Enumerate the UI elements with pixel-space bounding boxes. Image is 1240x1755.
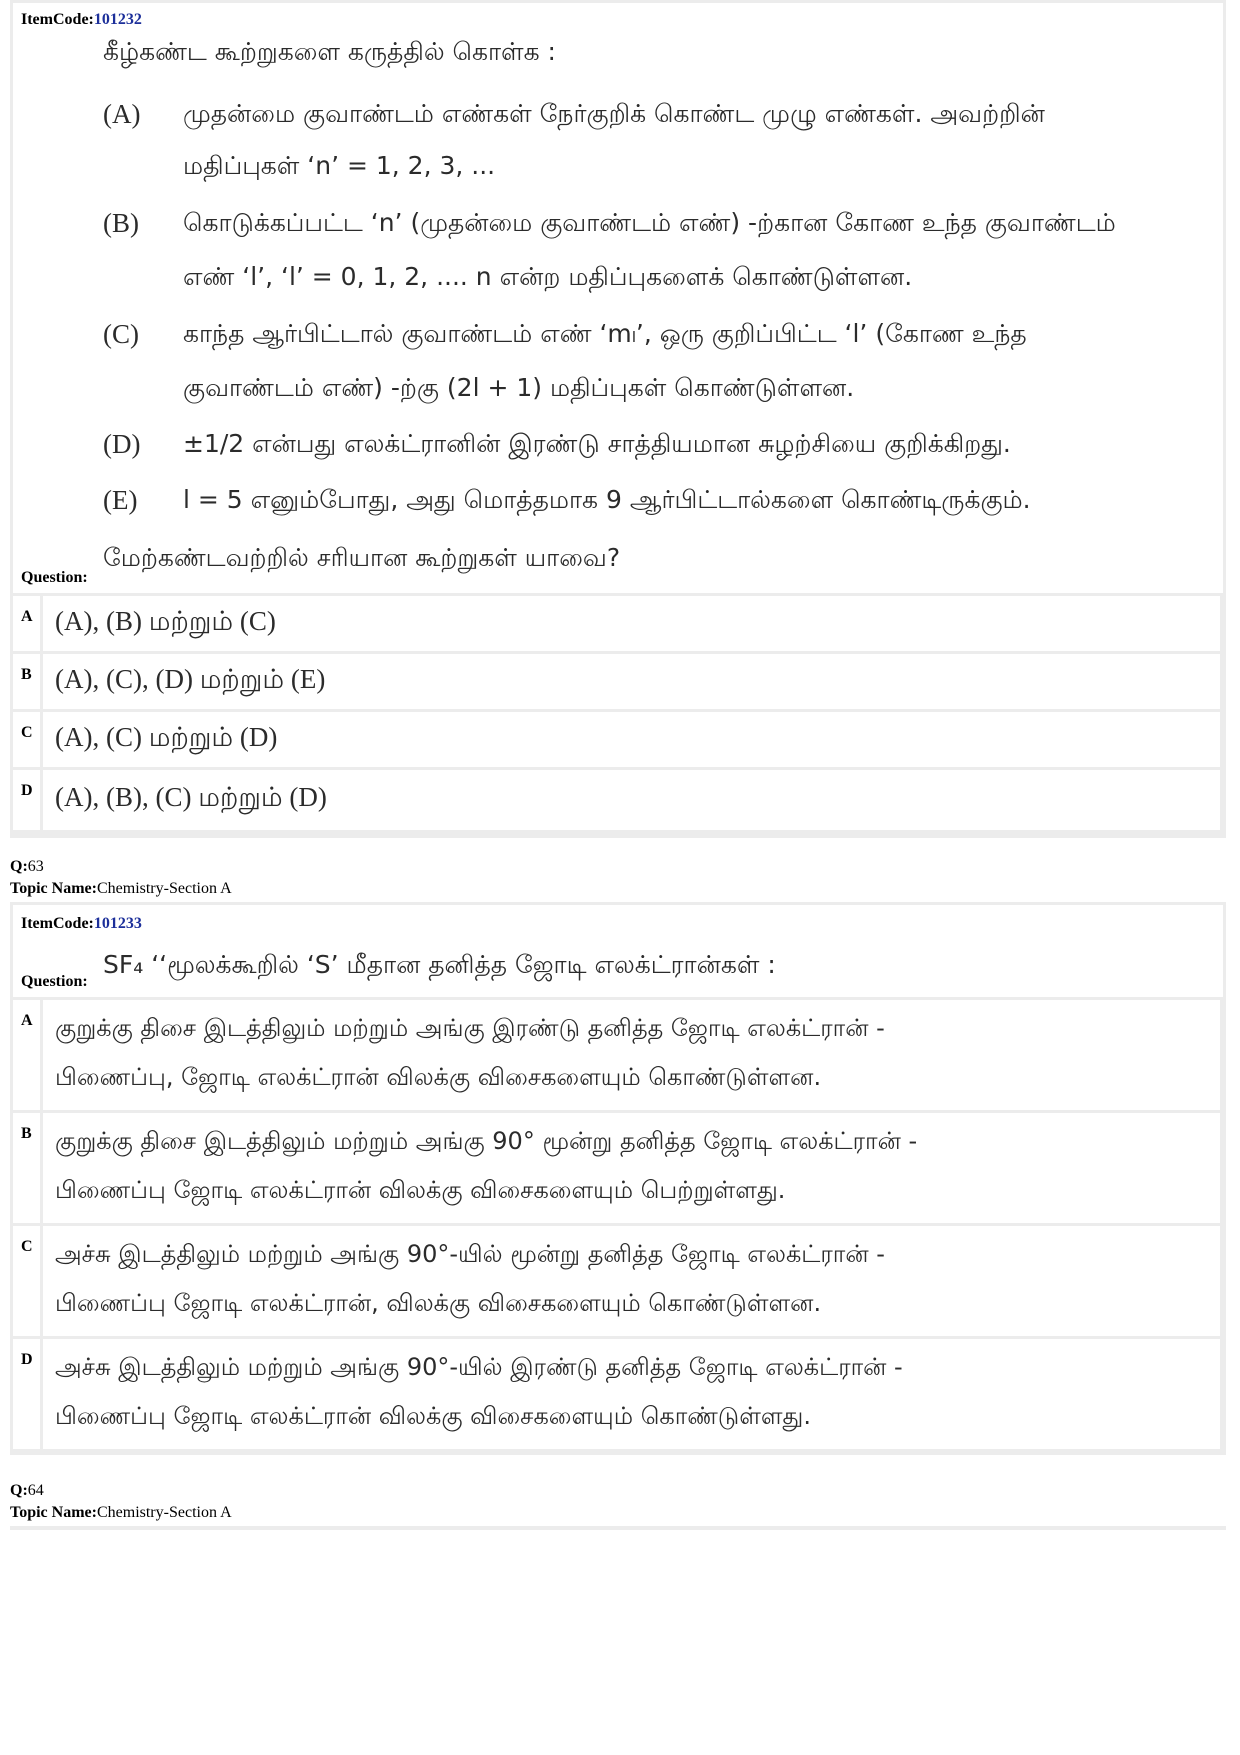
question-header bbox=[10, 902, 1226, 997]
question-header bbox=[10, 0, 1226, 593]
option-key: A bbox=[13, 1000, 40, 1110]
option-c[interactable] bbox=[13, 712, 1220, 767]
item-code: ItemCode:101232 bbox=[21, 11, 142, 28]
item-code: ItemCode:101233 bbox=[21, 915, 142, 932]
option-c[interactable] bbox=[13, 1226, 1220, 1336]
statement-b-cont: எண் ‘l’, ‘l’ = 0, 1, 2, .... n என்ற மதிப்புகளைக் கொண்டுள்ளன. bbox=[183, 262, 913, 291]
option-key: C bbox=[13, 712, 40, 767]
statement-a-cont: மதிப்புகள் ‘n’ = 1, 2, 3, ... bbox=[183, 151, 496, 180]
option-text: குறுக்கு திசை இடத்திலும் மற்றும் அங்கு இரண்டு தனித்த ஜோடி எலக்ட்ரான் - பிணைப்பு, ஜோடி எலக்ட்ரான் விலக்கு விசைகளையும் கொண்டுள்ளன. bbox=[43, 1000, 1220, 1110]
option-key: D bbox=[13, 770, 40, 830]
question-card-101232 bbox=[10, 0, 1226, 838]
option-key: A bbox=[13, 596, 40, 651]
option-a[interactable] bbox=[13, 596, 1220, 651]
statement-c: (C) காந்த ஆர்பிட்டால் குவாண்டம் எண் ‘mₗ’, ஒரு குறிப்பிட்ட ‘l’ (கோண உந்த bbox=[103, 319, 1027, 349]
option-b[interactable] bbox=[13, 654, 1220, 709]
statement-b: (B) கொடுக்கப்பட்ட ‘n’ (முதன்மை குவாண்டம் எண்) -ற்கான கோண உந்த குவாண்டம் bbox=[103, 208, 1116, 238]
question-label: Question: bbox=[21, 973, 88, 990]
question-number: Q:64 bbox=[10, 1482, 44, 1499]
option-key: D bbox=[13, 1339, 40, 1449]
statement-c-cont: குவாண்டம் எண்) -ற்கு (2l + 1) மதிப்புகள் கொண்டுள்ளன. bbox=[183, 373, 855, 402]
option-text: (A), (C), (D) மற்றும் (E) bbox=[43, 654, 1220, 709]
option-text: (A), (B), (C) மற்றும் (D) bbox=[43, 770, 1220, 830]
question-number: Q:63 bbox=[10, 858, 44, 875]
topic-name: Topic Name:Chemistry-Section A bbox=[10, 1504, 232, 1521]
question-card-101233 bbox=[10, 902, 1226, 1455]
option-d[interactable] bbox=[13, 770, 1220, 830]
option-text: (A), (B) மற்றும் (C) bbox=[43, 596, 1220, 651]
option-text: (A), (C) மற்றும் (D) bbox=[43, 712, 1220, 767]
question-label: Question: bbox=[21, 569, 88, 586]
option-text: அச்சு இடத்திலும் மற்றும் அங்கு 90°-யில் மூன்று தனித்த ஜோடி எலக்ட்ரான் - பிணைப்பு ஜோடி எலக்ட்ரான், விலக்கு விசைகளையும் கொண்டுள்ளன. bbox=[43, 1226, 1220, 1336]
topic-name: Topic Name:Chemistry-Section A bbox=[10, 880, 232, 897]
option-text: குறுக்கு திசை இடத்திலும் மற்றும் அங்கு 90° மூன்று தனித்த ஜோடி எலக்ட்ரான் - பிணைப்பு ஜோடி எலக்ட்ரான் விலக்கு விசைகளையும் பெற்றுள்ளது. bbox=[43, 1113, 1220, 1223]
option-b[interactable] bbox=[13, 1113, 1220, 1223]
option-text: அச்சு இடத்திலும் மற்றும் அங்கு 90°-யில் இரண்டு தனித்த ஜோடி எலக்ட்ரான் - பிணைப்பு ஜோடி எலக்ட்ரான் விலக்கு விசைகளையும் கொண்டுள்ளது. bbox=[43, 1339, 1220, 1449]
divider bbox=[10, 1526, 1226, 1530]
option-a[interactable] bbox=[13, 1000, 1220, 1110]
question-text: SF₄ ‘‘மூலக்கூறில் ‘S’ மீதான தனித்த ஜோடி எலக்ட்ரான்கள் : bbox=[103, 950, 776, 979]
option-key: B bbox=[13, 1113, 40, 1223]
statement-a: (A) முதன்மை குவாண்டம் எண்கள் நேர்குறிக் கொண்ட முழு எண்கள். அவற்றின் bbox=[103, 99, 1045, 129]
option-key: B bbox=[13, 654, 40, 709]
statement-e: (E) l = 5 எனும்போது, அது மொத்தமாக 9 ஆர்பிட்டால்களை கொண்டிருக்கும். bbox=[103, 485, 1031, 515]
option-key: C bbox=[13, 1226, 40, 1336]
option-d[interactable] bbox=[13, 1339, 1220, 1449]
question-intro: கீழ்கண்ட கூற்றுகளை கருத்தில் கொள்க : bbox=[103, 37, 556, 66]
statement-d: (D) ±1/2 என்பது எலக்ட்ரானின் இரண்டு சாத்தியமான சுழற்சியை குறிக்கிறது. bbox=[103, 429, 1011, 459]
question-text: மேற்கண்டவற்றில் சரியான கூற்றுகள் யாவை? bbox=[103, 543, 621, 572]
